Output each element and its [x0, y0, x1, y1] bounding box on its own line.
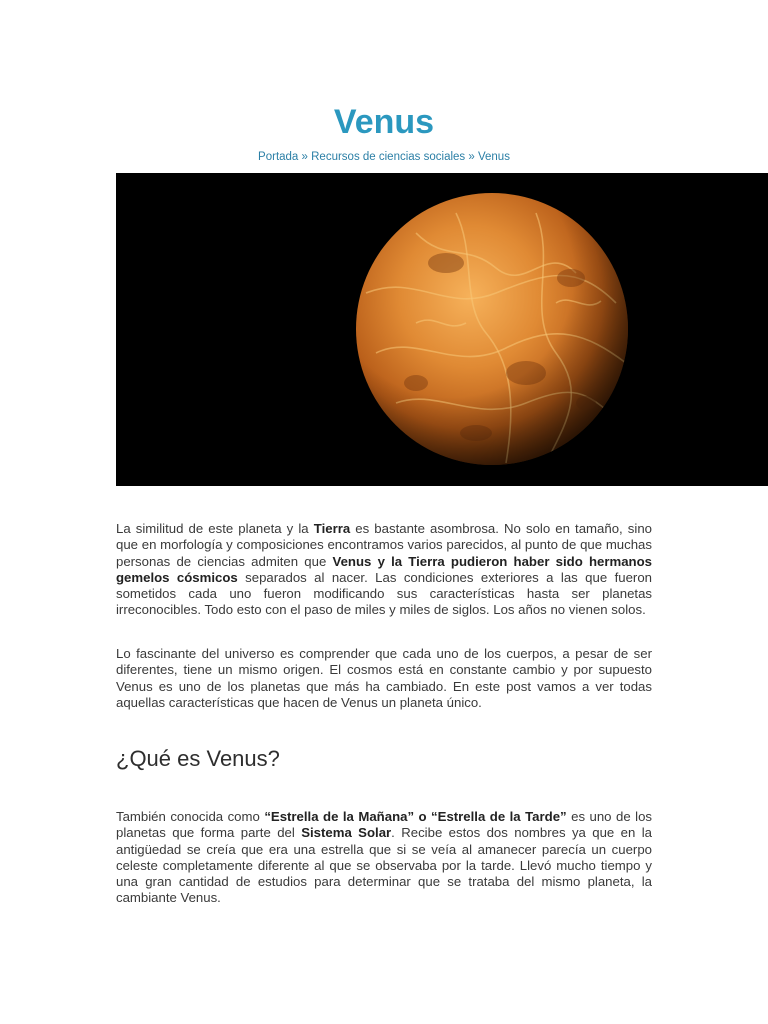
breadcrumb-item-resources[interactable]: Recursos de ciencias sociales	[311, 151, 466, 163]
breadcrumb-separator: »	[465, 151, 478, 163]
venus-planet-icon	[116, 173, 768, 486]
intro-paragraph-2: Lo fascinante del universo es comprender que cada uno de los cuerpos, a pesar de ser diferentes, tiene un mismo origen. El cosmos está en constante cambio y por supuesto Venus es uno de los planetas que más ha cambiado. En este post vamos a ver todas aquellas características que hacen de Venus un planeta único.	[116, 646, 652, 710]
page-title: Venus	[333, 103, 435, 141]
breadcrumb-item-home[interactable]: Portada	[258, 151, 299, 163]
section-paragraph: También conocida como “Estrella de la Mañana” o “Estrella de la Tarde” es uno de los planetas que forma parte del Sistema Solar. Recibe estos dos nombres ya que en la antigüedad se creía que era una estrella que si se veía al amanecer parecía un cuerpo celeste completamente diferente al que se observaba por la tarde. Llevó mucho tiempo y una gran cantidad de estudios para determinar que se trataba del mismo planeta, la cambiante Venus.	[116, 809, 652, 906]
breadcrumb-separator: »	[298, 151, 312, 163]
breadcrumb-item-current: Venus	[477, 151, 510, 163]
hero-image	[116, 173, 768, 486]
section-heading: ¿Qué es Venus?	[116, 746, 280, 771]
intro-paragraph-1: La similitud de este planeta y la Tierra es bastante asombrosa. No solo en tamaño, sino que en morfología y composiciones encontramos varios parecidos, al punto de que muchas personas de ciencias admiten que Venus y la Tierra pudieron haber sido hermanos gemelos cósmicos separados al nacer. Las condiciones exteriores a las que fueron sometidos cada uno fueron modificando sus características hasta ser planetas irreconocibles. Todo esto con el paso de miles y miles de siglos. Los años no vienen solos.	[116, 521, 652, 618]
breadcrumb	[0, 150, 768, 164]
